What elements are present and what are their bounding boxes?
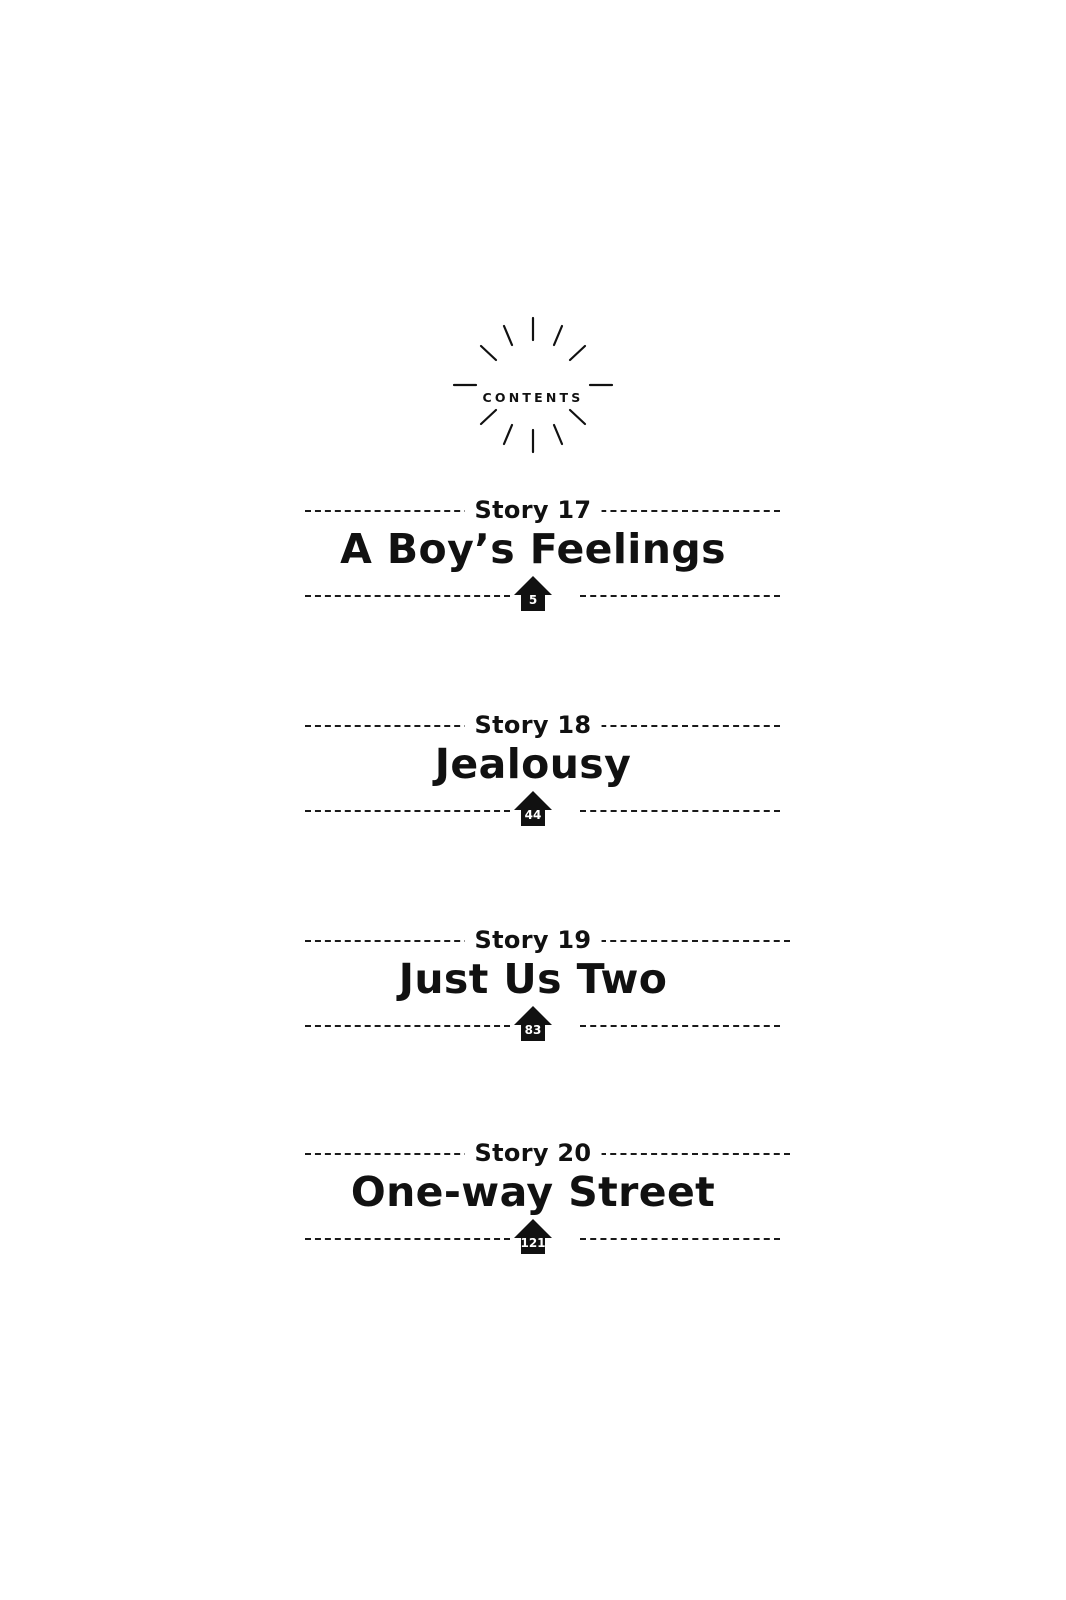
page-number: 44 — [524, 808, 542, 822]
page-number-marker — [512, 1003, 554, 1045]
story-number-label: Story 20 — [465, 1139, 602, 1167]
story-rule-top — [0, 711, 1066, 739]
story-rule-top — [0, 1139, 1066, 1167]
story-number-label: Story 18 — [465, 711, 602, 739]
page-number: 121 — [520, 1236, 546, 1250]
page-number-marker — [512, 1216, 554, 1258]
story-number-label: Story 19 — [465, 926, 602, 954]
contents-title: CONTENTS — [482, 390, 584, 405]
page-number: 5 — [528, 593, 538, 607]
contents-header — [0, 310, 1066, 475]
story-title: A Boy’s Feelings — [340, 525, 726, 573]
story-title: One-way Street — [350, 1168, 716, 1216]
story-number-label: Story 17 — [465, 496, 602, 524]
page-number-marker — [512, 573, 554, 615]
page-number: 83 — [524, 1023, 542, 1037]
story-rule-top — [0, 496, 1066, 524]
story-title: Just Us Two — [398, 955, 668, 1003]
story-rule-top — [0, 926, 1066, 954]
page-number-marker — [512, 788, 554, 830]
story-title: Jealousy — [434, 740, 632, 788]
